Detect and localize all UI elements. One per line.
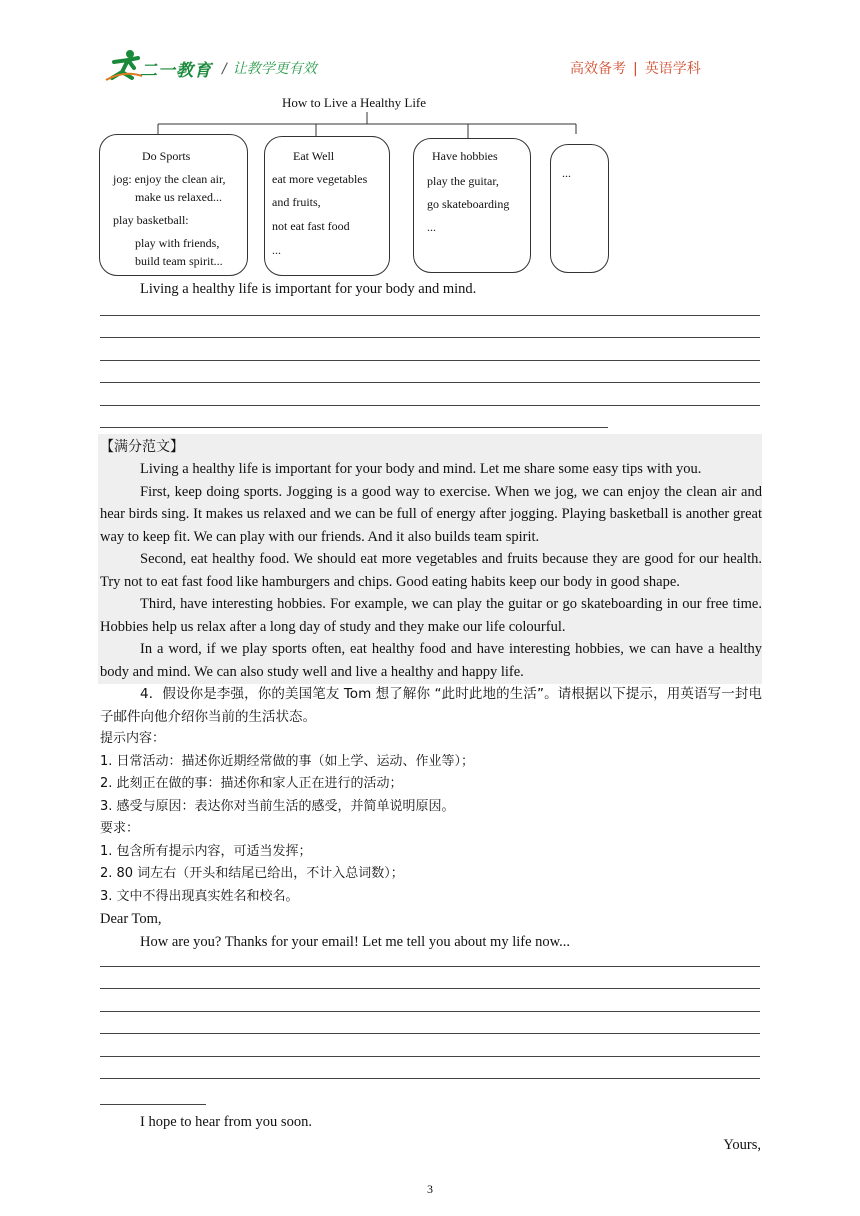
- diagram-box-hobbies: Have hobbies play the guitar, go skateboarding ...: [413, 138, 531, 273]
- task3-opening: Living a healthy life is important for your body and mind.: [140, 281, 477, 297]
- writing-line[interactable]: [100, 427, 608, 428]
- diagram-box-sports: Do Sports jog: enjoy the clean air, make us relaxed... play basketball: play with friends, build team spirit...: [99, 134, 248, 276]
- model-paragraph: Third, have interesting hobbies. For example, we can play the guitar or go skateboarding in our free time. Hobbies help us relax after a long day of study and they make our life colourful.: [100, 596, 762, 635]
- task4-prompt: 4．假设你是李强，你的美国笔友 Tom 想了解你 “此时此地的生活”。请根据以下提示，用英语写一封电子邮件向他介绍你当前的生活状态。: [100, 686, 762, 725]
- writing-line[interactable]: [100, 1011, 760, 1012]
- letter-signoff: Yours,: [723, 1137, 761, 1153]
- runner-logo-icon: [104, 48, 144, 82]
- letter-closing: I hope to hear from you soon.: [140, 1114, 312, 1130]
- brand-slogan: / 让教学更有效: [222, 61, 317, 77]
- hint-item: 3. 感受与原因：表达你对当前生活的感受，并简单说明原因。: [100, 799, 455, 814]
- brand-name: 二一教育: [140, 61, 212, 81]
- model-paragraph: Second, eat healthy food. We should eat more vegetables and fruits because they are good for our health. Try not to eat fast food like hamburgers and chips. Good eating habits keep our body in good shape.: [100, 551, 762, 590]
- diagram-box-eat: Eat Well eat more vegetables and fruits, not eat fast food ...: [264, 136, 390, 276]
- writing-line[interactable]: [100, 1056, 760, 1057]
- hint-item: 2. 此刻正在做的事：描述你和家人正在进行的活动；: [100, 776, 403, 791]
- hint-item: 1. 日常活动：描述你近期经常做的事（如上学、运动、作业等）；: [100, 754, 475, 769]
- writing-line[interactable]: [100, 988, 760, 989]
- writing-line[interactable]: [100, 1033, 760, 1034]
- requirement-item: 3. 文中不得出现真实姓名和校名。: [100, 889, 299, 904]
- writing-line[interactable]: [100, 1078, 760, 1079]
- requirement-item: 1. 包含所有提示内容，可适当发挥；: [100, 844, 312, 859]
- subject-tag: 高效备考 | 英语学科: [570, 61, 701, 77]
- diagram-title: How to Live a Healthy Life: [282, 95, 427, 110]
- letter-greeting: Dear Tom,: [100, 911, 162, 927]
- writing-line[interactable]: [100, 1104, 206, 1105]
- model-essay: [100, 458, 762, 683]
- requirements-label: 要求：: [100, 821, 140, 836]
- model-essay-label: 【满分范文】: [100, 439, 184, 455]
- box-heading: Do Sports: [142, 149, 191, 163]
- requirement-item: 2. 80 词左右（开头和结尾已给出，不计入总词数）；: [100, 866, 404, 881]
- diagram-box-more: ...: [550, 144, 609, 273]
- model-paragraph: In a word, if we play sports often, eat healthy food and have interesting hobbies, we can have a healthy body and mind. We can also study well and live a healthy and happy life.: [100, 641, 762, 680]
- box-heading: Have hobbies: [432, 149, 498, 163]
- box-heading: Eat Well: [293, 149, 335, 163]
- writing-line[interactable]: [100, 966, 760, 967]
- model-paragraph: First, keep doing sports. Jogging is a good way to exercise. When we jog, we can enjoy the clean air and hear birds sing. It makes us relaxed and we can be full of energy after jogging. Playing basketball is another great way to keep fit. We can play with our friends. And it also builds team spirit.: [100, 483, 762, 545]
- writing-line[interactable]: [100, 382, 760, 383]
- letter-opening: How are you? Thanks for your email! Let me tell you about my life now...: [140, 934, 571, 950]
- writing-line[interactable]: [100, 360, 760, 361]
- hints-label: 提示内容：: [100, 731, 166, 746]
- writing-line[interactable]: [100, 337, 760, 338]
- writing-line[interactable]: [100, 315, 760, 316]
- writing-line[interactable]: [100, 405, 760, 406]
- page-number: 3: [427, 1182, 433, 1196]
- model-paragraph: Living a healthy life is important for your body and mind. Let me share some easy tips with you.: [140, 461, 702, 477]
